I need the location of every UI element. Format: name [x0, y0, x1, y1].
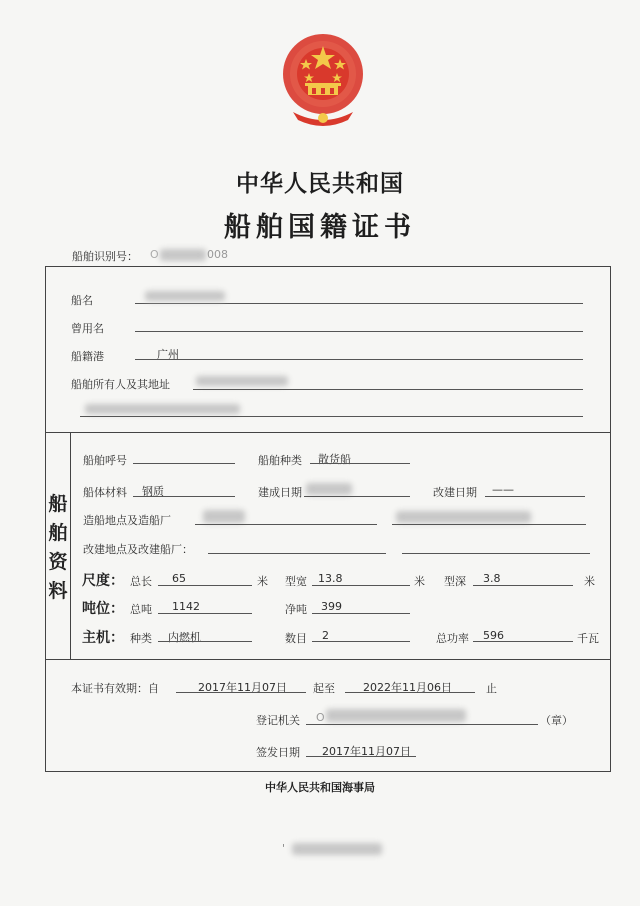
port-value: 广州: [157, 348, 179, 361]
divider-side: [70, 432, 71, 659]
power-value: 596: [483, 629, 504, 642]
national-emblem: [278, 28, 368, 132]
depth-label: 型深: [444, 575, 466, 588]
ship-type-label: 船舶种类: [258, 454, 302, 467]
engine-type-label: 种类: [130, 632, 152, 645]
former-name-label: 曾用名: [71, 322, 104, 335]
redaction: [326, 709, 466, 722]
power-unit: 千瓦: [577, 632, 599, 645]
build-place-label: 造船地点及造船厂: [83, 514, 171, 527]
valid-end: 止: [486, 682, 497, 695]
rebuild-date-line: [485, 496, 585, 497]
divider-bottom: [45, 659, 611, 660]
redaction: [203, 510, 245, 523]
owner-line-2: [80, 416, 583, 417]
build-yard-line: [392, 524, 586, 525]
owner-label: 船舶所有人及其地址: [71, 378, 170, 391]
rebuild-date-label: 改建日期: [433, 486, 477, 499]
breadth-value: 13.8: [318, 572, 343, 585]
redaction: [292, 843, 382, 855]
redaction: [85, 404, 240, 414]
issue-date-value: 2017年11月07日: [322, 745, 411, 758]
breadth-unit: 米: [414, 575, 425, 588]
ship-type-line: [310, 463, 410, 464]
divider-top: [45, 432, 611, 433]
depth-line: [473, 585, 573, 586]
authority-line: [306, 724, 538, 725]
document-title: 船舶国籍证书: [224, 212, 416, 243]
port-line: [135, 359, 583, 360]
net-line: [312, 613, 410, 614]
validity-label: 本证书有效期：自: [71, 682, 159, 695]
gross-value: 1142: [172, 600, 200, 613]
tonnage-label: 吨位：: [82, 601, 124, 617]
redaction: [145, 291, 225, 301]
call-sign-label: 船舶呼号: [83, 454, 127, 467]
hull-material-line: [133, 496, 235, 497]
breadth-line: [312, 585, 410, 586]
length-unit: 米: [257, 575, 268, 588]
engine-count-value: 2: [322, 629, 329, 642]
net-label: 净吨: [285, 603, 307, 616]
engine-count-line: [312, 641, 410, 642]
power-label: 总功率: [436, 632, 469, 645]
bottom-fragment: ': [282, 842, 286, 855]
length-label: 总长: [130, 575, 152, 588]
ship-id-tail: 008: [207, 248, 228, 261]
redaction: [396, 511, 531, 523]
rebuild-date-value: ——: [492, 483, 514, 496]
length-value: 65: [172, 572, 186, 585]
authority-label: 登记机关: [256, 714, 300, 727]
power-line: [473, 641, 573, 642]
build-date-line: [304, 496, 410, 497]
former-name-line: [135, 331, 583, 332]
ship-type-value: 散货船: [318, 453, 351, 466]
ship-id-label: 船舶识别号：: [72, 250, 138, 263]
owner-line: [193, 389, 583, 390]
port-label: 船籍港: [71, 350, 104, 363]
authority-fragment: O: [316, 711, 325, 724]
ship-id-fragment: O: [150, 248, 159, 261]
rebuild-place-line: [208, 553, 386, 554]
dimension-label: 尺度：: [82, 573, 124, 589]
gross-line: [158, 613, 252, 614]
engine-type-line: [158, 641, 252, 642]
issue-date-line: [306, 756, 416, 757]
engine-count-label: 数目: [285, 632, 307, 645]
build-place-line: [195, 524, 377, 525]
length-line: [158, 585, 252, 586]
side-label: 船 舶 资 料: [48, 493, 68, 602]
call-sign-line: [133, 463, 235, 464]
ship-name-line: [135, 303, 583, 304]
net-value: 399: [321, 600, 342, 613]
engine-label: 主机：: [82, 630, 124, 646]
redaction: [196, 376, 288, 386]
depth-value: 3.8: [483, 572, 501, 585]
redaction: [306, 483, 352, 495]
valid-to-line: [345, 692, 475, 693]
gross-label: 总吨: [130, 603, 152, 616]
build-date-label: 建成日期: [258, 486, 302, 499]
valid-to: 2022年11月06日: [363, 681, 452, 694]
rebuild-yard-line: [402, 553, 590, 554]
seal-label: （章）: [540, 714, 573, 727]
depth-unit: 米: [584, 575, 595, 588]
valid-from-line: [176, 692, 306, 693]
issuer: 中华人民共和国海事局: [265, 781, 375, 794]
valid-from: 2017年11月07日: [198, 681, 287, 694]
redaction: [160, 249, 206, 261]
issue-date-label: 签发日期: [256, 746, 300, 759]
engine-type-value: 内燃机: [168, 631, 201, 644]
ship-name-label: 船名: [71, 294, 93, 307]
valid-to-label: 起至: [313, 682, 335, 695]
hull-material-value: 钢质: [142, 485, 164, 498]
country-title: 中华人民共和国: [236, 171, 404, 197]
breadth-label: 型宽: [285, 575, 307, 588]
hull-material-label: 船体材料: [83, 486, 127, 499]
rebuild-place-label: 改建地点及改建船厂：: [83, 543, 193, 556]
